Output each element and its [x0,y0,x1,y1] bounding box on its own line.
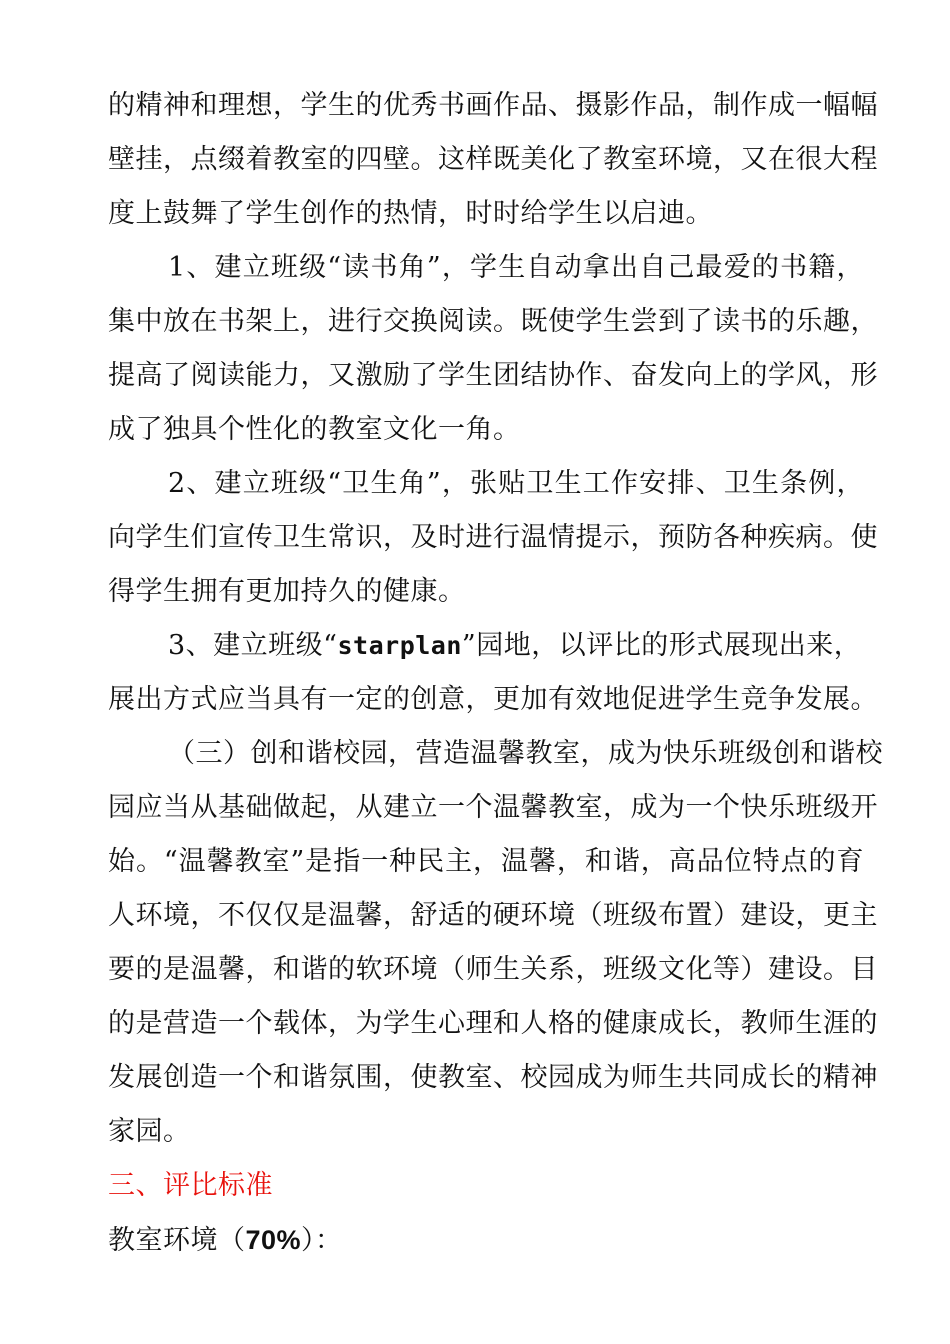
paragraph-line: 发展创造一个和谐氛围，使教室、校园成为师生共同成长的精神 [108,1062,878,1093]
percent-value: 70% [245,1225,302,1255]
paragraph-line: 的精神和理想，学生的优秀书画作品、摄影作品，制作成一幅幅 [108,90,878,121]
subheading-suffix: ）： [301,1225,343,1256]
line-segment: 3、建立班级“ [168,630,338,661]
paragraph-line: 园应当从基础做起，从建立一个温馨教室，成为一个快乐班级开 [108,792,878,823]
section-heading: 三、评比标准 [108,1170,273,1201]
paragraph-line: 始。“温馨教室”是指一种民主，温馨，和谐，高品位特点的育 [108,846,864,877]
paragraph-line: 展出方式应当具有一定的创意，更加有效地促进学生竞争发展。 [108,684,878,715]
paragraph-line: 集中放在书架上，进行交换阅读。既使学生尝到了读书的乐趣， [108,306,878,337]
paragraph-line: 度上鼓舞了学生创作的热情，时时给学生以启迪。 [108,198,713,229]
paragraph-line: （三）创和谐校园，营造温馨教室，成为快乐班级创和谐校 [168,738,883,769]
paragraph-line: 提高了阅读能力，又激励了学生团结协作、奋发向上的学风，形 [108,360,878,391]
paragraph-line: 要的是温馨，和谐的软环境（师生关系，班级文化等）建设。目 [108,954,878,985]
paragraph-line: 成了独具个性化的教室文化一角。 [108,414,521,445]
paragraph-line: 2、建立班级“卫生角”，张贴卫生工作安排、卫生条例， [168,468,864,499]
paragraph-line: 向学生们宣传卫生常识，及时进行温情提示，预防各种疾病。使 [108,522,878,553]
subheading-classroom-environment [108,1222,343,1259]
paragraph-line: 的是营造一个载体，为学生心理和人格的健康成长，教师生涯的 [108,1008,878,1039]
subheading-prefix: 教室环境（ [108,1225,246,1256]
starplan-term: starplan [337,631,462,660]
paragraph-line: 家园。 [108,1116,191,1147]
line-segment: ”园地，以评比的形式展现出来， [461,630,862,661]
paragraph-line: 1、建立班级“读书角”，学生自动拿出自己最爱的书籍， [168,252,864,283]
paragraph-line: 人环境，不仅仅是温馨，舒适的硬环境（班级布置）建设，更主 [108,900,878,931]
paragraph-line-starplan [168,628,864,664]
paragraph-line: 壁挂，点缀着教室的四壁。这样既美化了教室环境，又在很大程 [108,144,878,175]
paragraph-line: 得学生拥有更加持久的健康。 [108,576,466,607]
